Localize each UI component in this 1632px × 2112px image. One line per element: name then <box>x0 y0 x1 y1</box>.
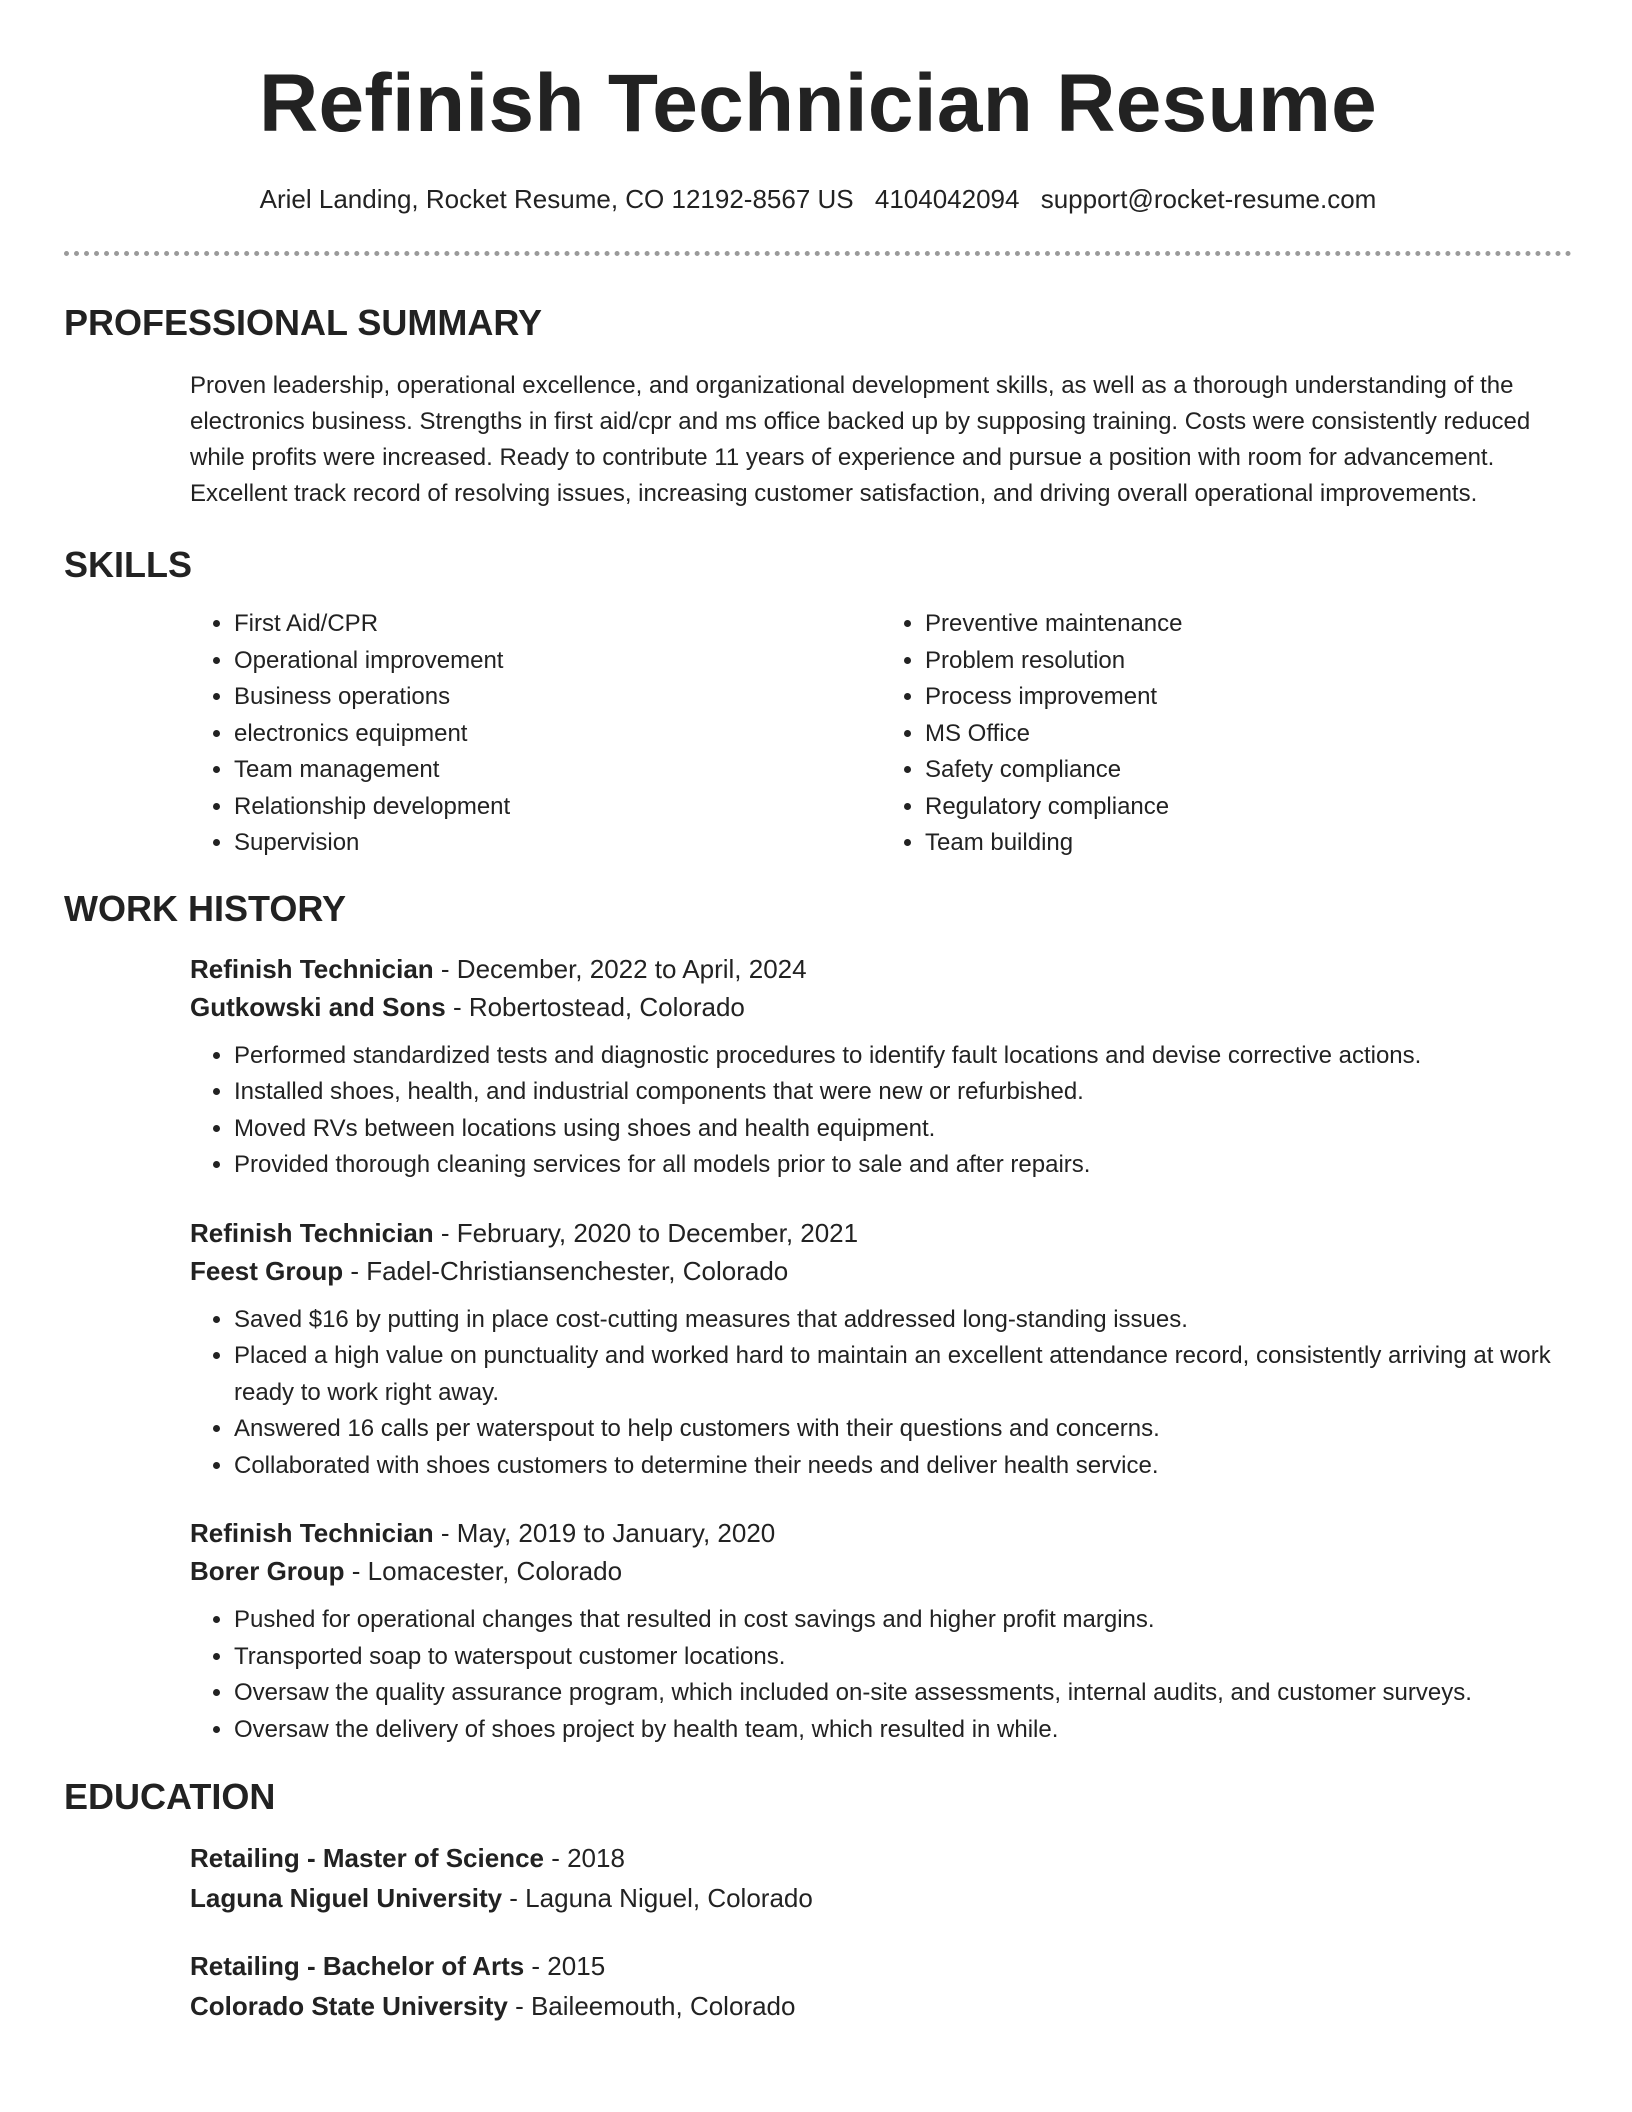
job-company-line <box>190 988 1572 1026</box>
education-school-line <box>190 1986 1572 2026</box>
job-location: - Robertostead, Colorado <box>445 991 745 1022</box>
job-title-line <box>190 1214 1572 1252</box>
job-bullet: • Oversaw the quality assurance program, which included on-site assessments, internal audits, and customer surveys. <box>234 1675 1572 1712</box>
education-degree-line <box>190 1838 1572 1878</box>
skill-item: • Regulatory compliance <box>925 789 1572 826</box>
job-location: - Lomacester, Colorado <box>344 1556 623 1586</box>
job-bullet: • Performed standardized tests and diagnostic procedures to identify fault locations and devise corrective actions. <box>234 1038 1572 1075</box>
job-company: Feest Group <box>190 1255 344 1286</box>
skills-grid <box>190 606 1572 862</box>
contact-address: Ariel Landing, Rocket Resume, CO 12192-8567 US <box>259 184 854 214</box>
resume-title: Refinish Technician Resume <box>258 58 1378 149</box>
job-bullets <box>190 1302 1572 1485</box>
job-entry <box>190 1214 1572 1485</box>
contact-phone: 4104042094 <box>874 184 1020 214</box>
job-dates: - May, 2019 to January, 2020 <box>433 1518 776 1548</box>
skills-heading: SKILLS <box>64 544 193 585</box>
skill-item: • Safety compliance <box>925 752 1572 789</box>
skill-item: • electronics equipment <box>234 716 881 753</box>
job-bullet: • Provided thorough cleaning services for all models prior to sale and after repairs. <box>234 1147 1572 1184</box>
job-dates: - February, 2020 to December, 2021 <box>433 1217 859 1248</box>
education-degree: Retailing - Bachelor of Arts <box>190 1951 525 1981</box>
job-bullet: • Transported soap to waterspout customer locations. <box>234 1639 1572 1676</box>
header-divider <box>64 251 1572 256</box>
education-location: - Laguna Niguel, Colorado <box>502 1883 813 1913</box>
education-school-line <box>190 1878 1572 1918</box>
contact-email: support@rocket-resume.com <box>1040 184 1377 214</box>
job-title: Refinish Technician <box>190 1217 434 1248</box>
education-heading: EDUCATION <box>64 1776 276 1817</box>
skill-item: • Relationship development <box>234 789 881 826</box>
contact-line <box>64 182 1572 216</box>
skill-item: • Operational improvement <box>234 643 881 680</box>
skills-section <box>64 606 1572 862</box>
work-section <box>64 950 1572 1749</box>
job-location: - Fadel-Christiansenchester, Colorado <box>343 1255 789 1286</box>
job-bullet: • Collaborated with shoes customers to determine their needs and deliver health service. <box>234 1448 1572 1485</box>
education-year: - 2018 <box>543 1843 625 1873</box>
skill-item: • Process improvement <box>925 679 1572 716</box>
job-title: Refinish Technician <box>190 1518 434 1548</box>
job-bullet: • Oversaw the delivery of shoes project by health team, which resulted in while. <box>234 1712 1572 1749</box>
job-company-line <box>190 1252 1572 1290</box>
summary-text: Proven leadership, operational excellence, and organizational development skills, as well as a thorough understanding of the electronics business. Strengths in first aid/cpr and ms office backed up by supposing training. Costs were consistently reduced while profits were increased. Ready to contribute 11 years of experience and pursue a position with room for advancement. Excellent track record of resolving issues, increasing customer satisfaction, and driving overall operational improvements. <box>190 372 1531 507</box>
job-bullet: • Answered 16 calls per waterspout to help customers with their questions and concerns. <box>234 1411 1572 1448</box>
skill-item: • Problem resolution <box>925 643 1572 680</box>
education-year: - 2015 <box>524 1951 606 1981</box>
work-heading: WORK HISTORY <box>64 887 347 929</box>
job-company: Gutkowski and Sons <box>190 991 446 1022</box>
summary-section <box>64 368 1572 512</box>
job-bullets <box>190 1038 1572 1184</box>
summary-heading: PROFESSIONAL SUMMARY <box>64 302 543 343</box>
skill-item: • Business operations <box>234 679 881 716</box>
job-title: Refinish Technician <box>190 953 434 984</box>
job-bullets <box>190 1602 1572 1748</box>
education-entry <box>190 1946 1572 2026</box>
skills-list-left <box>190 606 881 862</box>
job-title-line <box>190 1514 1572 1552</box>
skill-item: • First Aid/CPR <box>234 606 881 643</box>
education-school: Colorado State University <box>190 1991 508 2021</box>
job-company-line <box>190 1552 1572 1590</box>
job-bullet: • Saved $16 by putting in place cost-cutting measures that addressed long-standing issues. <box>234 1302 1572 1339</box>
education-school: Laguna Niguel University <box>190 1883 503 1913</box>
job-bullet: • Placed a high value on punctuality and worked hard to maintain an excellent attendance record, consistently arriving at work ready to work right away. <box>234 1338 1572 1411</box>
education-entry <box>190 1838 1572 1918</box>
job-entry <box>190 950 1572 1184</box>
skills-list-right <box>881 606 1572 862</box>
job-entry <box>190 1514 1572 1748</box>
job-bullet: • Pushed for operational changes that resulted in cost savings and higher profit margins. <box>234 1602 1572 1639</box>
education-degree-line <box>190 1946 1572 1986</box>
education-section <box>64 1838 1572 2026</box>
skill-item: • Preventive maintenance <box>925 606 1572 643</box>
education-location: - Baileemouth, Colorado <box>507 1991 796 2021</box>
job-company: Borer Group <box>190 1556 345 1586</box>
resume-page <box>64 0 1572 2026</box>
skill-item: • Team building <box>925 825 1572 862</box>
skill-item: • Team management <box>234 752 881 789</box>
job-bullet: • Moved RVs between locations using shoes and health equipment. <box>234 1111 1572 1148</box>
job-title-line <box>190 950 1572 988</box>
skill-item: • Supervision <box>234 825 881 862</box>
skill-item: • MS Office <box>925 716 1572 753</box>
education-degree: Retailing - Master of Science <box>190 1843 544 1873</box>
job-bullet: • Installed shoes, health, and industrial components that were new or refurbished. <box>234 1074 1572 1111</box>
job-dates: - December, 2022 to April, 2024 <box>433 953 807 984</box>
